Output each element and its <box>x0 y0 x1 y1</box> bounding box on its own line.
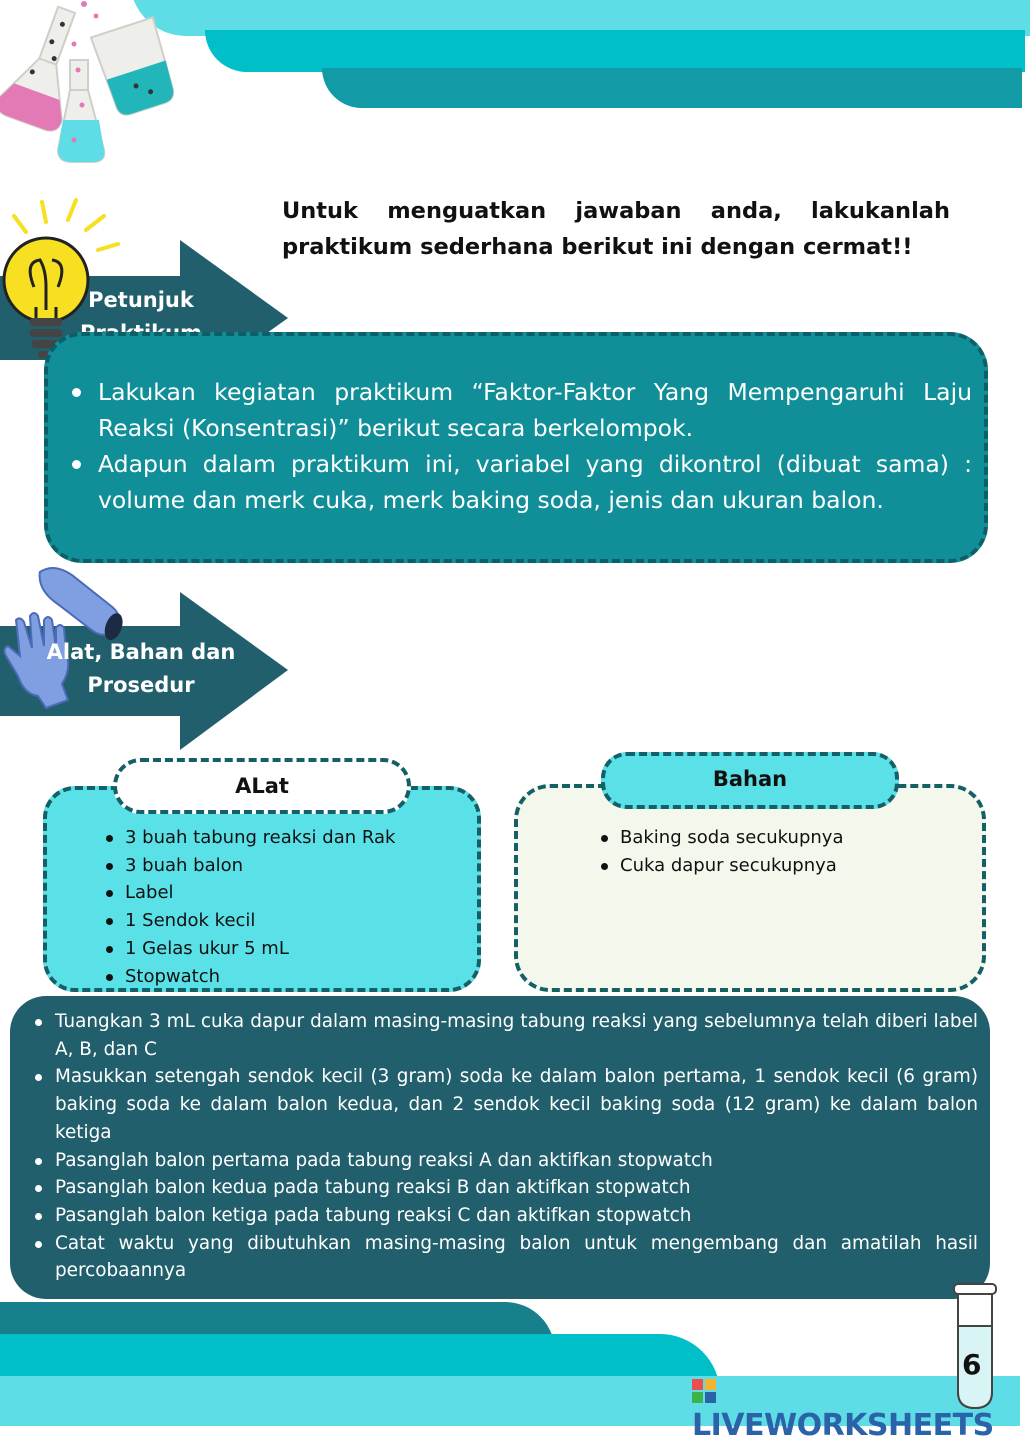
petunjuk-box <box>44 332 988 563</box>
liveworksheets-logo-icon <box>692 1379 716 1403</box>
alat-item: 3 buah balon <box>125 852 477 880</box>
alat-box <box>43 786 481 992</box>
watermark-text: LIVEWORKSHEETS <box>692 1408 994 1443</box>
liveworksheets-watermark <box>692 1373 1000 1443</box>
alat-item: 1 Gelas ukur 5 mL <box>125 935 477 963</box>
bahan-title: Bahan <box>601 752 899 809</box>
alat-title: ALat <box>113 758 411 814</box>
prosedur-box <box>10 996 990 1299</box>
alat-bahan-label-line2: Prosedur <box>87 673 195 697</box>
alat-item: 3 buah tabung reaksi dan Rak <box>125 824 477 852</box>
prosedur-item: Pasanglah balon ketiga pada tabung reaksi C dan aktifkan stopwatch <box>55 1202 978 1230</box>
intro-text: Untuk menguatkan jawaban anda, lakukanlah praktikum sederhana berikut ini dengan cermat!! <box>282 198 950 260</box>
prosedur-item: Tuangkan 3 mL cuka dapur dalam masing-masing tabung reaksi yang sebelumnya telah diberi label A, B, dan C <box>55 1008 978 1063</box>
alat-item: Stopwatch <box>125 963 477 991</box>
bahan-item: Cuka dapur secukupnya <box>620 852 982 880</box>
petunjuk-item-2: Adapun dalam praktikum ini, variabel yang dikontrol (dibuat sama) : volume dan merk cuka, merk baking soda, jenis dan ukuran balon. <box>94 446 972 518</box>
header-band-mid <box>205 30 1025 72</box>
petunjuk-label-line1: Petunjuk <box>88 288 194 312</box>
prosedur-item: Catat waktu yang dibutuhkan masing-masing balon untuk mengembang dan amatilah hasil percobaannya <box>55 1230 978 1285</box>
prosedur-item: Pasanglah balon pertama pada tabung reaksi A dan aktifkan stopwatch <box>55 1147 978 1175</box>
petunjuk-item-1: Lakukan kegiatan praktikum “Faktor-Faktor Yang Mempengaruhi Laju Reaksi (Konsentrasi)” berikut secara berkelompok. <box>94 374 972 446</box>
header-band-dark <box>322 68 1022 108</box>
flasks-icon <box>0 0 190 170</box>
page-number: 6 <box>962 1348 982 1381</box>
alat-bahan-label <box>40 636 242 702</box>
prosedur-item: Masukkan setengah sendok kecil (3 gram) soda ke dalam balon pertama, 1 sendok kecil (6 gram) baking soda ke dalam balon kedua, dan 2 sendok kecil baking soda (12 gram) ke dalam balon ketiga <box>55 1063 978 1146</box>
bahan-box <box>514 784 986 992</box>
prosedur-item: Pasanglah balon kedua pada tabung reaksi B dan aktifkan stopwatch <box>55 1174 978 1202</box>
alat-item: 1 Sendok kecil <box>125 907 477 935</box>
alat-item: Label <box>125 879 477 907</box>
alat-bahan-label-line1: Alat, Bahan dan <box>46 640 236 664</box>
bahan-item: Baking soda secukupnya <box>620 824 982 852</box>
